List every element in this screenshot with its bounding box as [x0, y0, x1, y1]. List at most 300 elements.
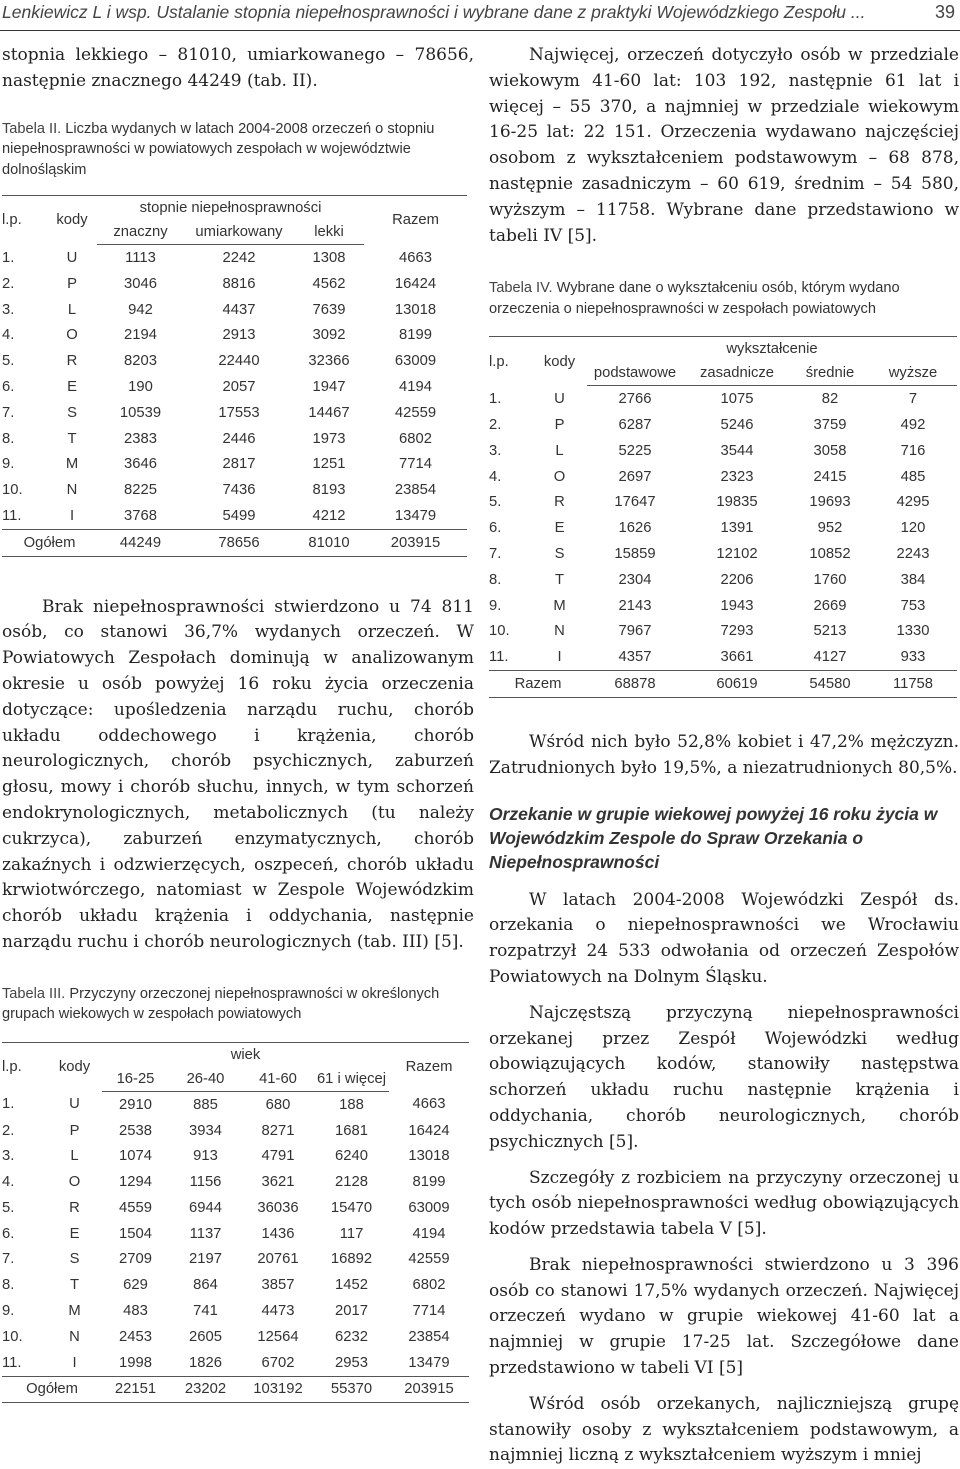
table4-row-code: P [554, 417, 565, 434]
table2-cell: 4212 [312, 507, 346, 524]
table4-cell: 2143 [618, 597, 652, 614]
table4-total-cell: 68878 [587, 671, 683, 698]
table2-total-cell: 81010 [294, 529, 364, 556]
table3-row-code: P [69, 1122, 80, 1139]
table3-total-cell: 103192 [242, 1376, 314, 1403]
table2-cell: 17553 [218, 404, 260, 421]
table3-header-lp: l.p. [2, 1042, 47, 1091]
table2-cell: 1113 [125, 249, 156, 266]
table4-row [489, 593, 957, 619]
table2-caption-text: Liczba wydanych w latach 2004-2008 orzeczeń o stopniu niepełnosprawności w powiatowych zespołach w województwie dolnośląskim [2, 120, 435, 178]
table3-row-code: O [68, 1174, 81, 1191]
table4-cell: 1626 [618, 520, 652, 537]
table2-row-number: 4. [2, 327, 15, 344]
table3-cell: 12564 [257, 1328, 299, 1345]
table3-cell: 6944 [189, 1199, 222, 1216]
table3-header-razem: Razem [389, 1042, 469, 1091]
table2-header-group: stopnie niepełnosprawności [97, 196, 364, 221]
table4-row [489, 515, 957, 541]
table3-cell: 63009 [408, 1199, 450, 1216]
table2-cell: 7436 [222, 482, 256, 499]
table3-cell: 3621 [261, 1174, 295, 1191]
table4-cell: 2304 [618, 571, 652, 588]
table3-row-number: 9. [2, 1303, 15, 1320]
table2-cell: 8225 [124, 482, 157, 499]
table3-row [2, 1247, 469, 1273]
table4-cell: 7 [908, 391, 918, 408]
table3-caption-text: Przyczyny orzeczonej niepełnosprawności w określonych grupach wiekowych w zespołach powiatowych [2, 985, 440, 1023]
table4-cell: 1943 [720, 597, 754, 614]
table2-row-code: T [67, 430, 77, 447]
table4-cell: 1391 [720, 520, 754, 537]
table4-row-code: L [555, 442, 564, 459]
table3-cell: 4791 [261, 1148, 295, 1165]
table3-cell: 2605 [189, 1328, 222, 1345]
table3-total-label: Ogółem [2, 1376, 102, 1403]
table4-row [489, 464, 957, 490]
table3-cell: 2709 [119, 1251, 152, 1268]
table3-cell: 864 [193, 1277, 218, 1294]
right-paragraph-2: Wśród nich było 52,8% kobiet i 47,2% mężczyzn. Zatrudnionych było 19,5%, a niezatrudnionych 80,5%. [489, 731, 959, 778]
table4-cell: 1330 [896, 623, 930, 640]
table2-cell: 3646 [124, 456, 157, 473]
table3-row-number: 6. [2, 1225, 15, 1242]
table2-cell: 8203 [124, 353, 157, 370]
table4-row-code: R [554, 494, 565, 511]
table3-cell: 7714 [412, 1303, 446, 1320]
table2-row-code: U [66, 249, 78, 266]
table3-cell: 8271 [261, 1122, 295, 1139]
table4-cell: 1075 [720, 391, 754, 408]
table2-row [2, 503, 467, 529]
table3-row [2, 1298, 469, 1324]
table4-row [489, 438, 957, 464]
table3-cell: 885 [193, 1096, 218, 1113]
table3-cell: 913 [193, 1148, 218, 1165]
table3-row-code: N [69, 1328, 80, 1345]
table3-row-number: 5. [2, 1199, 15, 1216]
table3-row-number: 1. [2, 1096, 15, 1113]
table3-cell: 2128 [335, 1174, 368, 1191]
right-paragraph-6: Brak niepełnosprawności stwierdzono u 3 396 osób co stanowi 17,5% wydanych orzeczeń. Najwięcej orzeczeń wydano w grupie wiekowej 41-60 lat a najmniej w grupie 17-25 lat. Szczegółowe dane przedstawiono w tabeli VI [5] [489, 1254, 959, 1379]
table2-total-cell: 203915 [364, 529, 467, 556]
table3-cell: 1137 [189, 1225, 222, 1242]
table2-row-code: I [69, 507, 75, 524]
table3-cell: 1504 [119, 1225, 152, 1242]
table3-cell: 1436 [261, 1225, 295, 1242]
table4-row [489, 567, 957, 593]
table4-cell: 3661 [720, 649, 754, 666]
table2-header-kody: kody [47, 196, 97, 245]
table2-row-number: 10. [2, 482, 23, 499]
table-ii [2, 195, 467, 557]
table4-cell: 2243 [896, 546, 930, 563]
table3-cell: 13479 [408, 1354, 450, 1371]
table4-cell: 19693 [809, 494, 851, 511]
table2-cell: 2817 [222, 456, 256, 473]
table2-row-number: 3. [2, 301, 15, 318]
table2-cell: 2383 [124, 430, 157, 447]
table3-row [2, 1221, 469, 1247]
table3-cell: 20761 [257, 1251, 299, 1268]
table4-row-number: 3. [489, 442, 502, 459]
table2-cell: 2057 [222, 378, 256, 395]
table2-subheader: znaczny [97, 220, 184, 245]
running-header [0, 0, 960, 31]
table3-cell: 4559 [119, 1199, 152, 1216]
table2-row [2, 374, 467, 400]
table4-row-code: N [554, 623, 565, 640]
right-column [489, 43, 959, 1469]
table3-row [2, 1118, 469, 1144]
table3-cell: 1826 [189, 1354, 222, 1371]
table4-row-number: 11. [489, 649, 509, 666]
table3-cell: 2538 [119, 1122, 152, 1139]
table2-total-row [2, 529, 467, 556]
table4-cell: 3058 [813, 442, 847, 459]
table3-total-cell: 23202 [169, 1376, 242, 1403]
table4-cell: 753 [900, 597, 926, 614]
table4-cell: 15859 [614, 546, 656, 563]
table2-cell: 6802 [399, 430, 432, 447]
table2-cell: 5499 [222, 507, 256, 524]
table2-cell: 4562 [312, 275, 346, 292]
table2-cell: 3092 [312, 327, 346, 344]
table2-cell: 8193 [312, 482, 346, 499]
table3-row-number: 10. [2, 1328, 23, 1345]
table2-row [2, 297, 467, 323]
table3-cell: 629 [123, 1277, 148, 1294]
table4-subheader: wyższe [869, 361, 957, 386]
table2-row-code: E [67, 378, 77, 395]
table4-row-code: S [554, 546, 565, 563]
table2-cell: 2913 [222, 327, 256, 344]
table4-cell: 1760 [813, 571, 847, 588]
left-paragraph-1: Brak niepełnosprawności stwierdzono u 74 811 osób, co stanowi 36,7% wydanych orzeczeń. W Powiatowych Zespołach dominują w analizowanym okresie u osób powyżej 16 roku życia orzeczenia dotyczące: upośledzenia narządu ruchu, chorób układu oddechowego i krążenia, chorób neurologicznych, chorób psychicznych, zaburzeń głosu, mowy i chorób słuchu, innych, w tym schorzeń endokrynologicznych, metabolicznych (tu należy cukrzyca), zaburzeń enzymatycznych, chorób zakaźnych i odzwierzęcych, oszpeceń, chorób układu krwiotwórczego, natomiast w Zespole Wojewódzkim chorób układu krążenia i oddychania, następnie narządu ruchu i chorób neurologicznych (tab. III) [5]. [2, 596, 474, 953]
table2-caption-label: Tabela II. [2, 120, 62, 137]
table2-cell: 13479 [394, 507, 437, 524]
table4-row [489, 644, 957, 670]
table4-cell: 5213 [813, 623, 847, 640]
table4-cell: 12102 [716, 546, 758, 563]
table4-row-code: U [554, 391, 565, 408]
table2-header-razem: Razem [364, 196, 467, 245]
table2-cell: 1973 [312, 430, 346, 447]
table3-row-code: S [69, 1251, 80, 1268]
table2-row-code: R [66, 353, 78, 370]
table3-cell: 6802 [412, 1277, 446, 1294]
table2-cell: 16424 [394, 275, 437, 292]
table3-row-code: L [70, 1148, 79, 1165]
table3-row-number: 8. [2, 1277, 15, 1294]
table2-row-code: O [66, 327, 78, 344]
table2-cell: 1947 [312, 378, 346, 395]
table4-row-number: 2. [489, 417, 502, 434]
table2-row-number: 7. [2, 404, 15, 421]
table2-cell: 2446 [222, 430, 256, 447]
table2-subheader: umiarkowany [184, 220, 294, 245]
table4-cell: 4127 [813, 649, 847, 666]
table3-cell: 188 [339, 1096, 364, 1113]
table4-cell: 4295 [896, 494, 930, 511]
table2-cell: 4663 [399, 249, 432, 266]
table3-row-number: 7. [2, 1251, 15, 1268]
table2-total-cell: 44249 [97, 529, 184, 556]
table2-row-code: N [66, 482, 78, 499]
table2-row-number: 5. [2, 353, 15, 370]
table4-row-code: M [553, 597, 566, 614]
table2-row [2, 245, 467, 271]
table4-cell: 82 [821, 391, 839, 408]
table2-row-code: P [67, 275, 77, 292]
table3-cell: 483 [123, 1303, 148, 1320]
table3-cell: 15470 [330, 1199, 373, 1216]
table2-cell: 4194 [399, 378, 432, 395]
table3-header-kody: kody [47, 1042, 102, 1091]
table2-cell: 32366 [308, 353, 350, 370]
table3-row-number: 4. [2, 1174, 15, 1191]
table4-cell: 2323 [720, 468, 754, 485]
table2-cell: 22440 [218, 353, 260, 370]
table3-cell: 1156 [189, 1174, 222, 1191]
table3-cell: 1452 [335, 1277, 368, 1294]
table4-cell: 716 [900, 442, 926, 459]
table2-total-label: Ogółem [2, 529, 97, 556]
table3-row [2, 1169, 469, 1195]
table3-cell: 16424 [408, 1122, 450, 1139]
table4-row-code: E [554, 520, 565, 537]
table4-cell: 17647 [614, 494, 656, 511]
table2-header-lp: l.p. [2, 196, 47, 245]
table2-row [2, 322, 467, 348]
table4-caption-text: Wybrane dane o wykształceniu osób, którym wydano orzeczenia o niepełnosprawności w zespołach powiatowych [489, 280, 900, 317]
table4-cell: 2697 [618, 468, 652, 485]
table3-cell: 1681 [335, 1122, 368, 1139]
table3-total-cell: 55370 [314, 1376, 389, 1403]
table3-cell: 4663 [412, 1096, 446, 1113]
table4-total-cell: 60619 [683, 671, 791, 698]
table3-row [2, 1091, 469, 1117]
table2-cell: 13018 [394, 301, 437, 318]
table3-cell: 6702 [261, 1354, 295, 1371]
table3-subheader: 16-25 [102, 1067, 169, 1092]
table3-header-group: wiek [102, 1042, 389, 1067]
table4-cell: 19835 [716, 494, 758, 511]
table3-row-number: 2. [2, 1122, 15, 1139]
table4-row [489, 619, 957, 645]
table2-row-code: M [65, 456, 79, 473]
table2-row [2, 451, 467, 477]
table2-cell: 1308 [312, 249, 346, 266]
table2-cell: 7639 [312, 301, 346, 318]
table3-cell: 4194 [412, 1225, 446, 1242]
table3-total-cell: 22151 [102, 1376, 169, 1403]
table4-cell: 952 [817, 520, 843, 537]
table2-row-number: 9. [2, 456, 15, 473]
table3-cell: 16892 [330, 1251, 373, 1268]
table2-row-number: 6. [2, 378, 15, 395]
table3-row-code: U [69, 1096, 80, 1113]
table3-row [2, 1195, 469, 1221]
table2-cell: 942 [128, 301, 153, 318]
table2-cell: 8199 [399, 327, 432, 344]
table3-caption-label: Tabela III. [2, 985, 66, 1002]
table2-row-number: 11. [2, 507, 22, 524]
table2-cell: 4437 [222, 301, 256, 318]
table4-row-code: O [553, 468, 566, 485]
table4-cell: 10852 [809, 546, 851, 563]
table3-total-row [2, 1376, 469, 1403]
running-title: Lenkiewicz L i wsp. Ustalanie stopnia niepełnosprawności i wybrane dane z praktyki Wojewódzkiego Zespołu ... [2, 2, 866, 22]
table4-row-number: 4. [489, 468, 502, 485]
table3-row-number: 3. [2, 1148, 15, 1165]
table4-total-cell: 54580 [791, 671, 869, 698]
table2-row [2, 348, 467, 374]
right-paragraph-3: W latach 2004-2008 Wojewódzki Zespół ds. orzekania o niepełnosprawności we Wrocławiu rozpatrzył 24 533 odwołania od orzeczeń Zespołów Powiatowych na Dolnym Śląsku. [489, 889, 959, 987]
table4-cell: 933 [900, 649, 926, 666]
table3-row-number: 11. [2, 1354, 22, 1371]
table2-row-number: 8. [2, 430, 15, 447]
table2-cell: 10539 [119, 404, 162, 421]
table3-row [2, 1350, 469, 1376]
table4-cell: 3759 [813, 417, 847, 434]
table3-cell: 36036 [257, 1199, 299, 1216]
table4-row-number: 9. [489, 597, 502, 614]
table3-cell: 2197 [189, 1251, 222, 1268]
table3-cell: 1074 [119, 1148, 152, 1165]
table4-total-cell: 11758 [869, 671, 957, 698]
table2-cell: 3768 [124, 507, 157, 524]
table4-caption-label: Tabela IV. [489, 280, 553, 297]
table3-row [2, 1324, 469, 1350]
table4-cell: 4357 [618, 649, 652, 666]
table3-cell: 4473 [261, 1303, 295, 1320]
table4-row-code: T [554, 571, 565, 588]
table2-cell: 14467 [308, 404, 350, 421]
table3-cell: 741 [193, 1303, 218, 1320]
table4-cell: 384 [900, 571, 926, 588]
table3-cell: 1294 [119, 1174, 152, 1191]
table2-row [2, 426, 467, 452]
left-column [2, 43, 474, 1403]
table2-row [2, 400, 467, 426]
table2-cell: 8816 [222, 275, 256, 292]
table4-cell: 2415 [813, 468, 847, 485]
table4-cell: 5225 [618, 442, 652, 459]
table3-cell: 3934 [189, 1122, 222, 1139]
table4-cell: 120 [900, 520, 926, 537]
table4-cell: 3544 [720, 442, 754, 459]
table4-cell: 7293 [720, 623, 754, 640]
table2-subheader: lekki [294, 220, 364, 245]
table2-total-cell: 78656 [184, 529, 294, 556]
table4-row [489, 541, 957, 567]
table2-cell: 3046 [124, 275, 157, 292]
table3-cell: 42559 [408, 1251, 450, 1268]
table3-subheader: 61 i więcej [314, 1067, 389, 1092]
table4-subheader: zasadnicze [683, 361, 791, 386]
table4-subheader: średnie [791, 361, 869, 386]
table3-cell: 6232 [335, 1328, 368, 1345]
table2-row-number: 1. [2, 249, 15, 266]
table2-cell: 23854 [394, 482, 437, 499]
table4-header-kody: kody [532, 337, 587, 386]
table4-row-number: 1. [489, 391, 502, 408]
page-number: 39 [934, 2, 955, 22]
table4-cell: 485 [900, 468, 926, 485]
right-paragraph-5: Szczegóły z rozbiciem na przyczyny orzeczonej u tych osób niepełnosprawności według obowiązujących kodów przedstawia tabela V [5]. [489, 1167, 959, 1240]
table3-cell: 6240 [335, 1148, 368, 1165]
right-paragraph-4: Najczęstszą przyczyną niepełnosprawności orzekanej przez Zespół Wojewódzki według obowiązujących kodów, stanowiły następstwa schorzeń układu ruchu następnie krążenia i oddychania, chorób neurologicznych, chorób psychicznych [5]. [489, 1002, 959, 1152]
table4-row-number: 7. [489, 546, 502, 563]
table3-cell: 2017 [335, 1303, 368, 1320]
table4-total-row [489, 671, 957, 698]
table2-cell: 1251 [312, 456, 346, 473]
table3-row-code: R [69, 1199, 80, 1216]
table4-row [489, 490, 957, 516]
table3-cell: 23854 [408, 1328, 450, 1345]
table3-subheader: 26-40 [169, 1067, 242, 1092]
table4-cell: 5246 [720, 417, 754, 434]
table3-row-code: I [72, 1354, 77, 1371]
table2-cell: 2194 [124, 327, 157, 344]
table3-row [2, 1143, 469, 1169]
table2-row [2, 271, 467, 297]
table4-row-number: 10. [489, 623, 510, 640]
table4-cell: 2766 [618, 391, 652, 408]
table3-cell: 117 [339, 1225, 364, 1242]
table2-cell: 63009 [394, 353, 437, 370]
table4-row [489, 386, 957, 412]
table2-row [2, 477, 467, 503]
table3-cell: 680 [265, 1096, 291, 1113]
table3-cell: 1998 [119, 1354, 152, 1371]
table3-cell: 2910 [119, 1096, 152, 1113]
table3-row [2, 1272, 469, 1298]
table4-cell: 7967 [618, 623, 652, 640]
table2-cell: 42559 [394, 404, 437, 421]
table2-row-code: L [67, 301, 77, 318]
table2-cell: 7714 [399, 456, 432, 473]
right-paragraph-1: Najwięcej, orzeczeń dotyczyło osób w przedziale wiekowym 41-60 lat: 103 192, następnie 61 lat i więcej – 55 370, a najmniej w przedziale wiekowym 16-25 lat: 22 151. Orzeczenia wydawano najczęściej osobom z wykształceniem podstawowym – 68 878, następnie zasadniczym – 60 619, średnim – 54 580, wyższym – 11758. Wybrane dane przedstawiono w tabeli IV [5]. [489, 45, 959, 246]
table3-cell: 8199 [412, 1174, 446, 1191]
table3-cell: 13018 [408, 1148, 450, 1165]
table-iv [489, 336, 957, 698]
table3-cell: 2953 [335, 1354, 368, 1371]
table-iii [2, 1042, 469, 1404]
table3-subheader: 41-60 [242, 1067, 314, 1092]
table4-header-group: wykształcenie [587, 337, 957, 362]
table2-row-code: S [67, 404, 77, 421]
table4-row-number: 5. [489, 494, 502, 511]
table4-caption [489, 278, 959, 319]
table3-cell: 2453 [119, 1328, 152, 1345]
table4-cell: 492 [900, 417, 926, 434]
table4-total-label: Razem [489, 671, 587, 698]
intro-paragraph: stopnia lekkiego – 81010, umiarkowanego – 78656, następnie znacznego 44249 (tab. II). [2, 45, 474, 91]
table4-cell: 6287 [618, 417, 652, 434]
table3-row-code: T [69, 1277, 80, 1294]
table4-cell: 2206 [720, 571, 754, 588]
table3-total-cell: 203915 [389, 1376, 469, 1403]
table2-caption [2, 119, 474, 181]
table4-subheader: podstawowe [587, 361, 683, 386]
table4-row-number: 8. [489, 571, 502, 588]
table2-cell: 190 [128, 378, 153, 395]
table4-row [489, 412, 957, 438]
table2-cell: 2242 [222, 249, 256, 266]
table4-row-code: I [557, 649, 562, 666]
